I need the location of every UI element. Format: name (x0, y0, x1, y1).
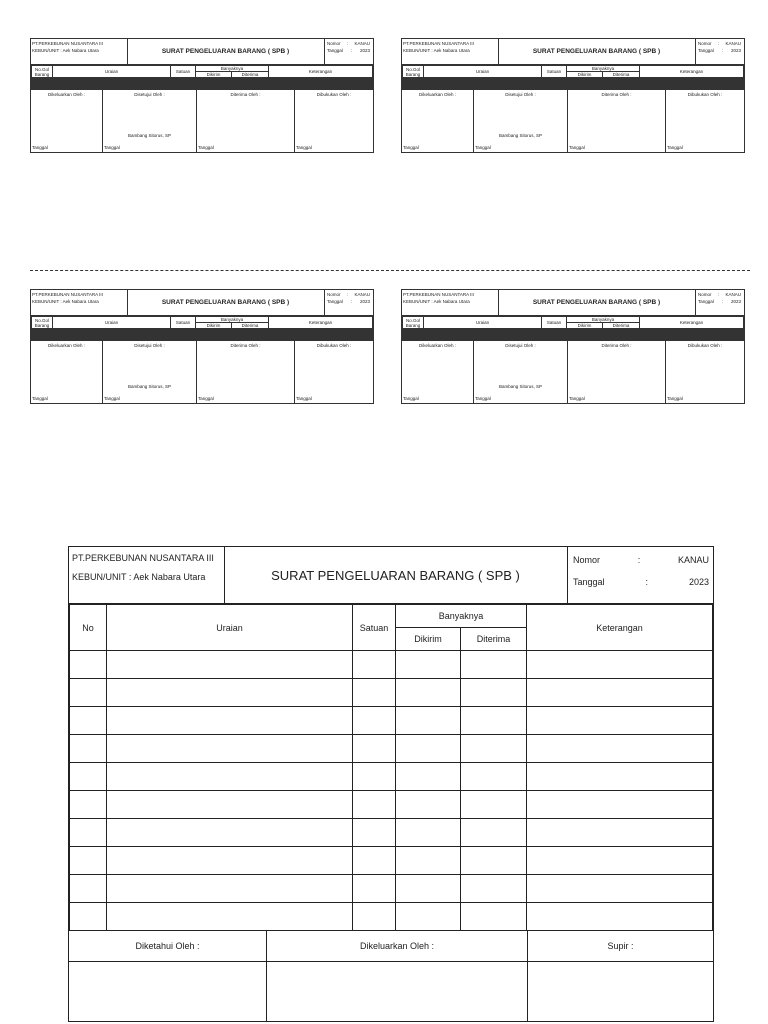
tanggal-sep: : (350, 48, 352, 53)
sig-dikeluarkan-label: Dikeluarkan Oleh : (418, 343, 457, 348)
table-cell (353, 651, 396, 679)
table-cell (70, 707, 107, 735)
sig-dikeluarkan (31, 341, 103, 403)
tanggal-footer: Tanggal (198, 396, 214, 401)
table-cell (527, 791, 713, 819)
table-cell (461, 735, 527, 763)
signature-section (31, 340, 373, 403)
sig-diterima-label: Diterima Oleh : (230, 92, 261, 97)
form-header (69, 547, 713, 604)
items-table (31, 316, 373, 340)
table-cell (107, 763, 353, 791)
sig-diterima (568, 341, 666, 403)
table-cell (353, 679, 396, 707)
spb-form-small (401, 38, 745, 153)
sig-disetujui-label: Disetujui Oleh : (134, 92, 165, 97)
col-uraian-header: Uraian (53, 66, 171, 78)
table-cell (70, 791, 107, 819)
table-row (70, 707, 713, 735)
table-cell (461, 763, 527, 791)
sig-dikeluarkan-label: Dikeluarkan Oleh : (47, 92, 86, 97)
nomor-label: Nomor (698, 41, 712, 46)
col-no-header (32, 317, 53, 329)
col-diterima-header: Diterima (232, 72, 269, 78)
table-cell (396, 875, 461, 903)
company-name: PT.PERKEBUNAN NUSANTARA III (72, 553, 214, 563)
tanggal-label: Tanggal (698, 48, 714, 53)
spb-form-small (30, 289, 374, 404)
table-cell (107, 903, 353, 931)
table-cell (107, 735, 353, 763)
col-no-line1: No.Gol (34, 317, 49, 323)
col-no-line1: No.Gol (405, 66, 420, 72)
col-diterima-header: Diterima (603, 72, 640, 78)
table-row (70, 651, 713, 679)
items-table (31, 65, 373, 89)
meta-block (324, 290, 373, 315)
col-banyaknya-header: Banyaknya (567, 66, 640, 72)
sig-dibukukan-label: Dibukukan Oleh : (316, 343, 352, 348)
tanggal-footer: Tanggal (403, 145, 419, 150)
sig-disetujui (103, 90, 197, 152)
col-satuan-header: Satuan (353, 605, 396, 651)
nomor-value: KANAU (725, 41, 741, 46)
meta-block (567, 547, 713, 603)
table-cell (107, 791, 353, 819)
spb-form-small (401, 289, 745, 404)
table-cell (353, 903, 396, 931)
nomor-label: Nomor (698, 292, 712, 297)
meta-block (324, 39, 373, 64)
tanggal-footer: Tanggal (104, 396, 120, 401)
sig-disetujui-label: Disetujui Oleh : (505, 92, 536, 97)
spb-form-small (30, 38, 374, 153)
form-title: SURAT PENGELUARAN BARANG ( SPB ) (498, 290, 696, 315)
table-cell (461, 875, 527, 903)
tanggal-footer: Tanggal (104, 145, 120, 150)
sig-disetujui-label: Disetujui Oleh : (505, 343, 536, 348)
tanggal-sep: : (721, 48, 723, 53)
table-cell (70, 875, 107, 903)
table-cell (527, 903, 713, 931)
col-keterangan-header: Keterangan (640, 317, 744, 329)
table-cell (527, 763, 713, 791)
nomor-value: KANAU (354, 292, 370, 297)
form-header (31, 290, 373, 316)
col-dikirim-header: Dikirim (196, 72, 232, 78)
tanggal-value: 2023 (730, 48, 741, 53)
nomor-sep: : (637, 555, 641, 565)
unit-name: KEBUN/UNIT : Aek Nabara Utara (32, 48, 99, 53)
table-cell (396, 903, 461, 931)
unit-name: KEBUN/UNIT : Aek Nabara Utara (403, 48, 470, 53)
tanggal-footer: Tanggal (475, 145, 491, 150)
table-cell (396, 679, 461, 707)
sig-dibukukan-label: Dibukukan Oleh : (687, 343, 723, 348)
table-row (70, 903, 713, 931)
table-cell (70, 819, 107, 847)
sig-diketahui (69, 931, 267, 1021)
form-header (31, 39, 373, 65)
table-cell (396, 791, 461, 819)
sig-diterima (197, 90, 295, 152)
table-cell (70, 651, 107, 679)
table-cell (461, 847, 527, 875)
sig-name: Bambang Sitorus, SP (127, 133, 172, 138)
sig-dikeluarkan-label: Dikeluarkan Oleh : (267, 931, 527, 962)
sig-dikeluarkan (31, 90, 103, 152)
tanggal-footer: Tanggal (569, 396, 585, 401)
sig-disetujui (474, 90, 568, 152)
table-cell (107, 875, 353, 903)
signature-section (69, 931, 713, 1021)
table-cell (461, 707, 527, 735)
tanggal-footer: Tanggal (569, 145, 585, 150)
col-banyaknya-header: Banyaknya (567, 317, 640, 323)
tanggal-sep: : (350, 299, 352, 304)
company-name: PT.PERKEBUNAN NUSANTARA III (403, 41, 474, 46)
table-cell (107, 707, 353, 735)
nomor-value: KANAU (354, 41, 370, 46)
col-uraian-header: Uraian (107, 605, 353, 651)
table-cell (353, 707, 396, 735)
col-satuan-header: Satuan (171, 66, 196, 78)
tanggal-value: 2023 (359, 48, 370, 53)
sig-dibukukan-label: Dibukukan Oleh : (316, 92, 352, 97)
table-cell (107, 819, 353, 847)
nomor-value: KANAU (677, 555, 709, 565)
table-cell (461, 791, 527, 819)
sig-dikeluarkan (267, 931, 528, 1021)
table-row (70, 819, 713, 847)
col-keterangan-header: Keterangan (269, 317, 373, 329)
table-cell (353, 819, 396, 847)
col-no-line1: No.Gol (405, 317, 420, 323)
nomor-sep: : (717, 41, 720, 46)
col-uraian-header: Uraian (424, 317, 542, 329)
table-cell (353, 791, 396, 819)
items-table (69, 604, 713, 931)
table-cell (527, 651, 713, 679)
tanggal-label: Tanggal (327, 299, 343, 304)
nomor-sep: : (346, 292, 349, 297)
form-header (402, 290, 744, 316)
table-cell (461, 679, 527, 707)
tanggal-sep: : (645, 577, 648, 587)
col-diterima-header: Diterima (461, 628, 527, 651)
tanggal-sep: : (721, 299, 723, 304)
col-no-line2: Barang (34, 322, 50, 328)
tanggal-label: Tanggal (698, 299, 714, 304)
tanggal-footer: Tanggal (667, 145, 683, 150)
table-cell (527, 847, 713, 875)
table-cell (70, 735, 107, 763)
tanggal-footer: Tanggal (32, 145, 48, 150)
items-body (70, 651, 713, 931)
nomor-label: Nomor (573, 555, 601, 565)
table-cell (396, 651, 461, 679)
col-no-line2: Barang (405, 71, 421, 77)
company-block (402, 39, 499, 64)
col-diterima-header: Diterima (603, 323, 640, 329)
sig-dikeluarkan-label: Dikeluarkan Oleh : (418, 92, 457, 97)
spb-form-large (68, 546, 714, 1022)
col-banyaknya-header: Banyaknya (196, 317, 269, 323)
sig-diterima-label: Diterima Oleh : (230, 343, 261, 348)
sig-name: Bambang Sitorus, SP (498, 133, 543, 138)
form-title: SURAT PENGELUARAN BARANG ( SPB ) (224, 547, 568, 603)
items-table (402, 316, 744, 340)
col-satuan-header: Satuan (171, 317, 196, 329)
col-keterangan-header: Keterangan (269, 66, 373, 78)
sig-dikeluarkan-label: Dikeluarkan Oleh : (47, 343, 86, 348)
unit-name: KEBUN/UNIT : Aek Nabara Utara (32, 299, 99, 304)
company-block (69, 547, 225, 603)
company-name: PT.PERKEBUNAN NUSANTARA III (32, 292, 103, 297)
table-cell (396, 735, 461, 763)
table-row (70, 847, 713, 875)
col-uraian-header: Uraian (53, 317, 171, 329)
nomor-sep: : (717, 292, 720, 297)
sig-diterima-label: Diterima Oleh : (601, 92, 632, 97)
table-cell (461, 819, 527, 847)
signature-section (402, 340, 744, 403)
col-no-header: No (70, 605, 107, 651)
sig-supir-label: Supir : (528, 931, 713, 962)
col-uraian-header: Uraian (424, 66, 542, 78)
tanggal-value: 2023 (730, 299, 741, 304)
sig-dibukukan-label: Dibukukan Oleh : (687, 92, 723, 97)
col-keterangan-header: Keterangan (527, 605, 713, 651)
sig-diketahui-label: Diketahui Oleh : (69, 931, 266, 962)
col-no-header (403, 66, 424, 78)
tanggal-footer: Tanggal (403, 396, 419, 401)
col-satuan-header: Satuan (542, 66, 567, 78)
nomor-value: KANAU (725, 292, 741, 297)
col-no-line2: Barang (405, 322, 421, 328)
tanggal-value: 2023 (359, 299, 370, 304)
company-block (31, 290, 128, 315)
form-title: SURAT PENGELUARAN BARANG ( SPB ) (127, 290, 325, 315)
col-dikirim-header: Dikirim (396, 628, 461, 651)
sig-dikeluarkan (402, 90, 474, 152)
tanggal-value: 2023 (688, 577, 709, 587)
table-cell (396, 819, 461, 847)
table-row (70, 875, 713, 903)
sig-name: Bambang Sitorus, SP (127, 384, 172, 389)
table-row (70, 791, 713, 819)
tanggal-footer: Tanggal (198, 145, 214, 150)
table-cell (70, 763, 107, 791)
table-row (70, 735, 713, 763)
sig-dibukukan (295, 341, 373, 403)
tanggal-footer: Tanggal (475, 396, 491, 401)
unit-name: KEBUN/UNIT : Aek Nabara Utara (72, 572, 206, 582)
col-diterima-header: Diterima (232, 323, 269, 329)
table-row (70, 679, 713, 707)
col-banyaknya-header: Banyaknya (396, 605, 527, 628)
form-header (402, 39, 744, 65)
signature-section (31, 89, 373, 152)
items-table (402, 65, 744, 89)
table-cell (396, 763, 461, 791)
col-banyaknya-header: Banyaknya (196, 66, 269, 72)
col-no-header (403, 317, 424, 329)
tanggal-footer: Tanggal (296, 396, 312, 401)
company-block (402, 290, 499, 315)
col-dikirim-header: Dikirim (196, 323, 232, 329)
col-keterangan-header: Keterangan (640, 66, 744, 78)
sig-disetujui (103, 341, 197, 403)
sig-disetujui-label: Disetujui Oleh : (134, 343, 165, 348)
table-cell (107, 679, 353, 707)
table-row (70, 763, 713, 791)
table-cell (527, 875, 713, 903)
company-name: PT.PERKEBUNAN NUSANTARA III (32, 41, 103, 46)
company-block (31, 39, 128, 64)
col-no-line2: Barang (34, 71, 50, 77)
meta-block (695, 39, 744, 64)
sig-name: Bambang Sitorus, SP (498, 384, 543, 389)
table-cell (527, 679, 713, 707)
sig-dibukukan (295, 90, 373, 152)
sig-diterima-label: Diterima Oleh : (601, 343, 632, 348)
col-satuan-header: Satuan (542, 317, 567, 329)
table-cell (527, 735, 713, 763)
table-cell (353, 847, 396, 875)
table-cell (107, 651, 353, 679)
table-cell (70, 847, 107, 875)
table-cell (527, 707, 713, 735)
table-cell (461, 651, 527, 679)
sig-dibukukan (666, 341, 744, 403)
tanggal-label: Tanggal (327, 48, 343, 53)
col-no-line1: No.Gol (34, 66, 49, 72)
table-cell (353, 763, 396, 791)
col-no-header (32, 66, 53, 78)
table-cell (107, 847, 353, 875)
sig-disetujui (474, 341, 568, 403)
signature-section (402, 89, 744, 152)
nomor-sep: : (346, 41, 349, 46)
table-cell (70, 903, 107, 931)
table-cell (353, 875, 396, 903)
sig-dikeluarkan (402, 341, 474, 403)
unit-name: KEBUN/UNIT : Aek Nabara Utara (403, 299, 470, 304)
sig-diterima (568, 90, 666, 152)
nomor-label: Nomor (327, 292, 341, 297)
table-cell (396, 707, 461, 735)
table-cell (527, 819, 713, 847)
nomor-label: Nomor (327, 41, 341, 46)
meta-block (695, 290, 744, 315)
tanggal-label: Tanggal (573, 577, 605, 587)
cut-line (30, 270, 750, 271)
table-cell (70, 679, 107, 707)
table-cell (461, 903, 527, 931)
sig-diterima (197, 341, 295, 403)
sig-dibukukan (666, 90, 744, 152)
tanggal-footer: Tanggal (667, 396, 683, 401)
tanggal-footer: Tanggal (32, 396, 48, 401)
table-cell (353, 735, 396, 763)
table-cell (396, 847, 461, 875)
tanggal-footer: Tanggal (296, 145, 312, 150)
col-dikirim-header: Dikirim (567, 72, 603, 78)
company-name: PT.PERKEBUNAN NUSANTARA III (403, 292, 474, 297)
sig-supir (528, 931, 713, 1021)
col-dikirim-header: Dikirim (567, 323, 603, 329)
form-title: SURAT PENGELUARAN BARANG ( SPB ) (498, 39, 696, 64)
form-title: SURAT PENGELUARAN BARANG ( SPB ) (127, 39, 325, 64)
